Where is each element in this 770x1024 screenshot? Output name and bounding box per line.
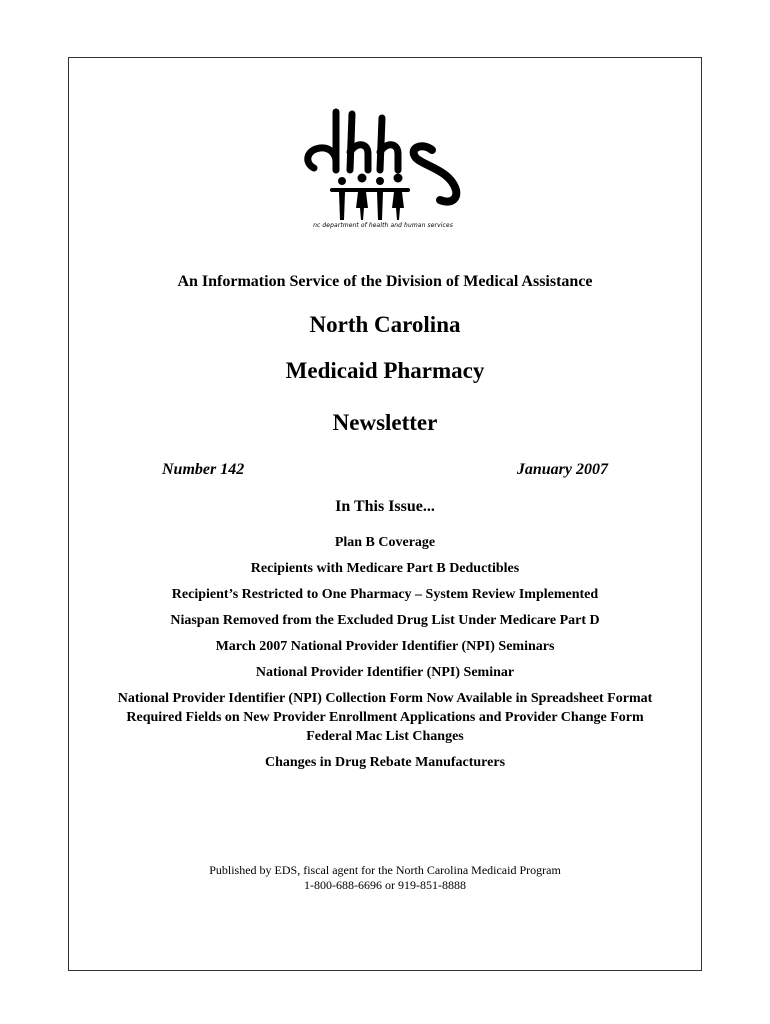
contents-heading: In This Issue... xyxy=(335,498,435,515)
contents-item: National Provider Identifier (NPI) Seminar xyxy=(255,665,515,680)
issue-date: January 2007 xyxy=(516,461,608,478)
contents-item: Required Fields on New Provider Enrollment Applications and Provider Change Form xyxy=(126,710,644,725)
contents-item: Niaspan Removed from the Excluded Drug List Under Medicare Part D xyxy=(170,613,600,628)
title-line-2: Medicaid Pharmacy xyxy=(285,358,485,383)
contents-item: National Provider Identifier (NPI) Collection Form Now Available in Spreadsheet Format xyxy=(117,691,653,706)
dhhs-logo xyxy=(300,108,465,238)
contents-item: Changes in Drug Rebate Manufacturers xyxy=(264,755,506,770)
contents-item: Plan B Coverage xyxy=(334,535,436,550)
dhhs-logo-mark xyxy=(300,108,465,238)
phone-line: 1-800-688-6696 or 919-851-8888 xyxy=(304,878,466,892)
title-line-3: Newsletter xyxy=(332,410,438,435)
issue-number: Number 142 xyxy=(162,461,245,478)
contents-list xyxy=(110,534,660,771)
contents-item: Recipient’s Restricted to One Pharmacy – System Review Implemented xyxy=(171,587,599,602)
publisher-line: Published by EDS, fiscal agent for the North Carolina Medicaid Program xyxy=(209,863,561,877)
service-line: An Information Service of the Division of Medical Assistance xyxy=(177,273,593,290)
contents-item: Recipients with Medicare Part B Deductibles xyxy=(250,561,520,576)
title-line-1: North Carolina xyxy=(309,312,461,337)
publisher-block xyxy=(0,863,770,893)
contents-item: Federal Mac List Changes xyxy=(306,729,464,744)
contents-item: March 2007 National Provider Identifier (NPI) Seminars xyxy=(215,639,555,654)
logo-tagline: nc department of health and human services xyxy=(313,222,453,229)
